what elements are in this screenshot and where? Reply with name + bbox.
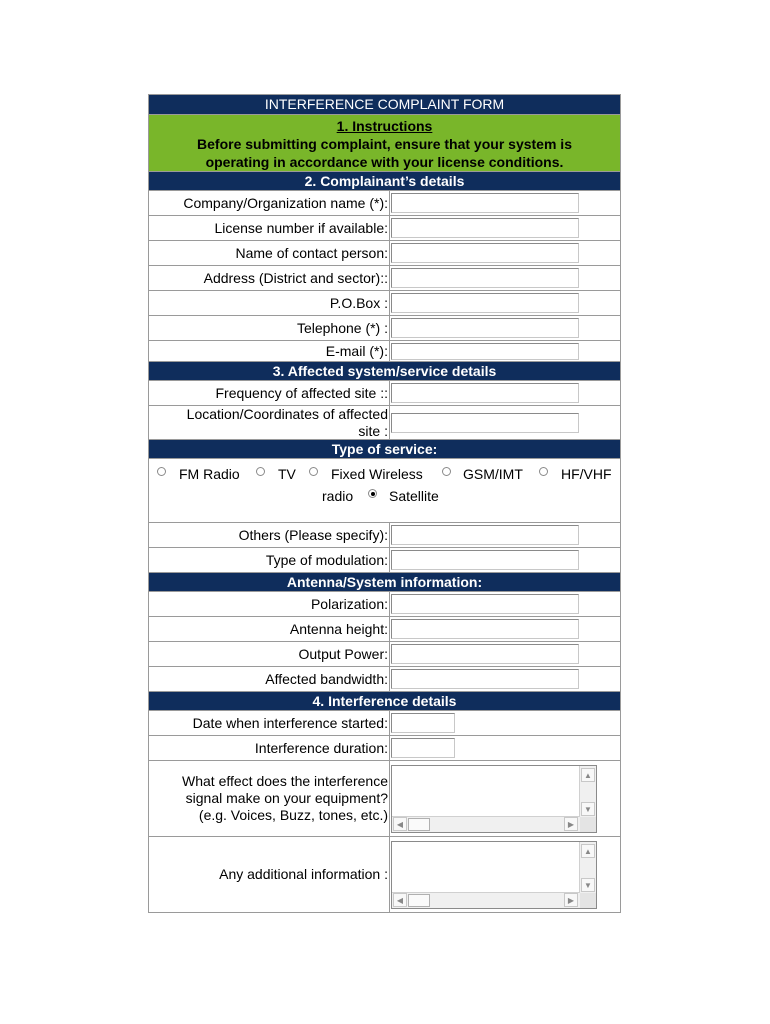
location-label [149,406,390,439]
telephone-row [149,316,620,341]
frequency-row [149,381,620,406]
satellite-label: Satellite [389,488,439,504]
start-date-row [149,711,620,736]
effect-label-line-2: signal make on your equipment? [185,790,388,806]
location-row [149,406,620,440]
contact-input[interactable] [391,243,579,263]
scroll-right-arrow-icon[interactable]: ▶ [564,893,578,907]
others-input[interactable] [391,525,579,545]
antenna-height-row [149,617,620,642]
scroll-right-arrow-icon[interactable]: ▶ [564,817,578,831]
others-row [149,523,620,548]
polarization-input[interactable] [391,594,579,614]
start-date-label: Date when interference started: [149,711,390,735]
location-label-line-1: Location/Coordinates of affected [186,405,388,422]
scroll-up-arrow-icon[interactable]: ▲ [581,768,595,782]
gsm-imt-radio[interactable] [442,467,451,476]
antenna-height-input[interactable] [391,619,579,639]
pobox-label: P.O.Box : [149,291,390,315]
fm-radio-radio[interactable] [157,467,166,476]
output-power-input[interactable] [391,644,579,664]
output-power-label: Output Power: [149,642,390,666]
company-row [149,191,620,216]
modulation-label: Type of modulation: [149,548,390,572]
scroll-up-arrow-icon[interactable]: ▲ [581,844,595,858]
antenna-height-label: Antenna height: [149,617,390,641]
frequency-label: Frequency of affected site :: [149,381,390,405]
scroll-thumb[interactable] [408,818,430,831]
instructions-line-2: operating in accordance with your license conditions. [205,154,564,170]
scroll-down-arrow-icon[interactable]: ▼ [581,878,595,892]
vertical-scrollbar[interactable] [579,842,596,894]
bandwidth-input[interactable] [391,669,579,689]
form-title: INTERFERENCE COMPLAINT FORM [149,95,620,115]
complainant-details-header: 2. Complainant’s details [149,172,620,191]
contact-label: Name of contact person: [149,241,390,265]
tv-label: TV [278,466,296,482]
license-input[interactable] [391,218,579,238]
email-input[interactable] [391,343,579,360]
pobox-row [149,291,620,316]
additional-info-label: Any additional information : [149,837,390,912]
instructions-section [149,115,620,172]
polarization-label: Polarization: [149,592,390,616]
effect-label-line-1: What effect does the interference [182,773,388,789]
tv-radio[interactable] [256,467,265,476]
duration-label: Interference duration: [149,736,390,760]
instructions-heading: 1. Instructions [336,118,433,134]
location-label-line-2: site : [358,422,388,439]
start-date-input[interactable] [391,713,455,733]
address-row [149,266,620,291]
effect-row [149,761,620,837]
additional-info-row [149,837,620,912]
modulation-input[interactable] [391,550,579,570]
interference-complaint-form [148,94,621,913]
output-power-row [149,642,620,667]
license-label: License number if available: [149,216,390,240]
email-row [149,341,620,362]
hf-vhf-label-continued: radio [322,488,354,504]
fixed-wireless-radio[interactable] [309,467,318,476]
vertical-scrollbar[interactable] [579,766,596,818]
company-input[interactable] [391,193,579,213]
horizontal-scrollbar[interactable] [392,892,580,908]
address-input[interactable] [391,268,579,288]
modulation-row [149,548,620,573]
type-of-service-header: Type of service: [149,440,620,459]
antenna-system-header: Antenna/System information: [149,573,620,592]
company-label: Company/Organization name (*): [149,191,390,215]
bandwidth-label: Affected bandwidth: [149,667,390,691]
email-label: E-mail (*): [149,341,390,361]
scroll-left-arrow-icon[interactable]: ◀ [393,893,407,907]
gsm-imt-label: GSM/IMT [463,466,523,482]
fm-radio-label: FM Radio [179,466,240,482]
contact-row [149,241,620,266]
scroll-left-arrow-icon[interactable]: ◀ [393,817,407,831]
bandwidth-row [149,667,620,692]
satellite-radio[interactable] [368,489,377,498]
horizontal-scrollbar[interactable] [392,816,580,832]
polarization-row [149,592,620,617]
hf-vhf-label: HF/VHF [561,466,612,482]
affected-system-header: 3. Affected system/service details [149,362,620,381]
effect-label [149,761,390,836]
scroll-thumb[interactable] [408,894,430,907]
service-options [149,459,620,523]
pobox-input[interactable] [391,293,579,313]
telephone-label: Telephone (*) : [149,316,390,340]
location-input[interactable] [391,413,579,433]
hf-vhf-radio[interactable] [539,467,548,476]
frequency-input[interactable] [391,383,579,403]
effect-textarea[interactable] [391,765,597,833]
instructions-line-1: Before submitting complaint, ensure that your system is [197,136,572,152]
effect-label-line-3: (e.g. Voices, Buzz, tones, etc.) [198,807,388,823]
duration-input[interactable] [391,738,455,758]
scroll-corner [580,893,596,908]
others-label: Others (Please specify): [149,523,390,547]
telephone-input[interactable] [391,318,579,338]
scroll-corner [580,817,596,832]
address-label: Address (District and sector):: [149,266,390,290]
interference-details-header: 4. Interference details [149,692,620,711]
fixed-wireless-label: Fixed Wireless [331,466,423,482]
license-row [149,216,620,241]
duration-row [149,736,620,761]
additional-info-textarea[interactable] [391,841,597,909]
scroll-down-arrow-icon[interactable]: ▼ [581,802,595,816]
